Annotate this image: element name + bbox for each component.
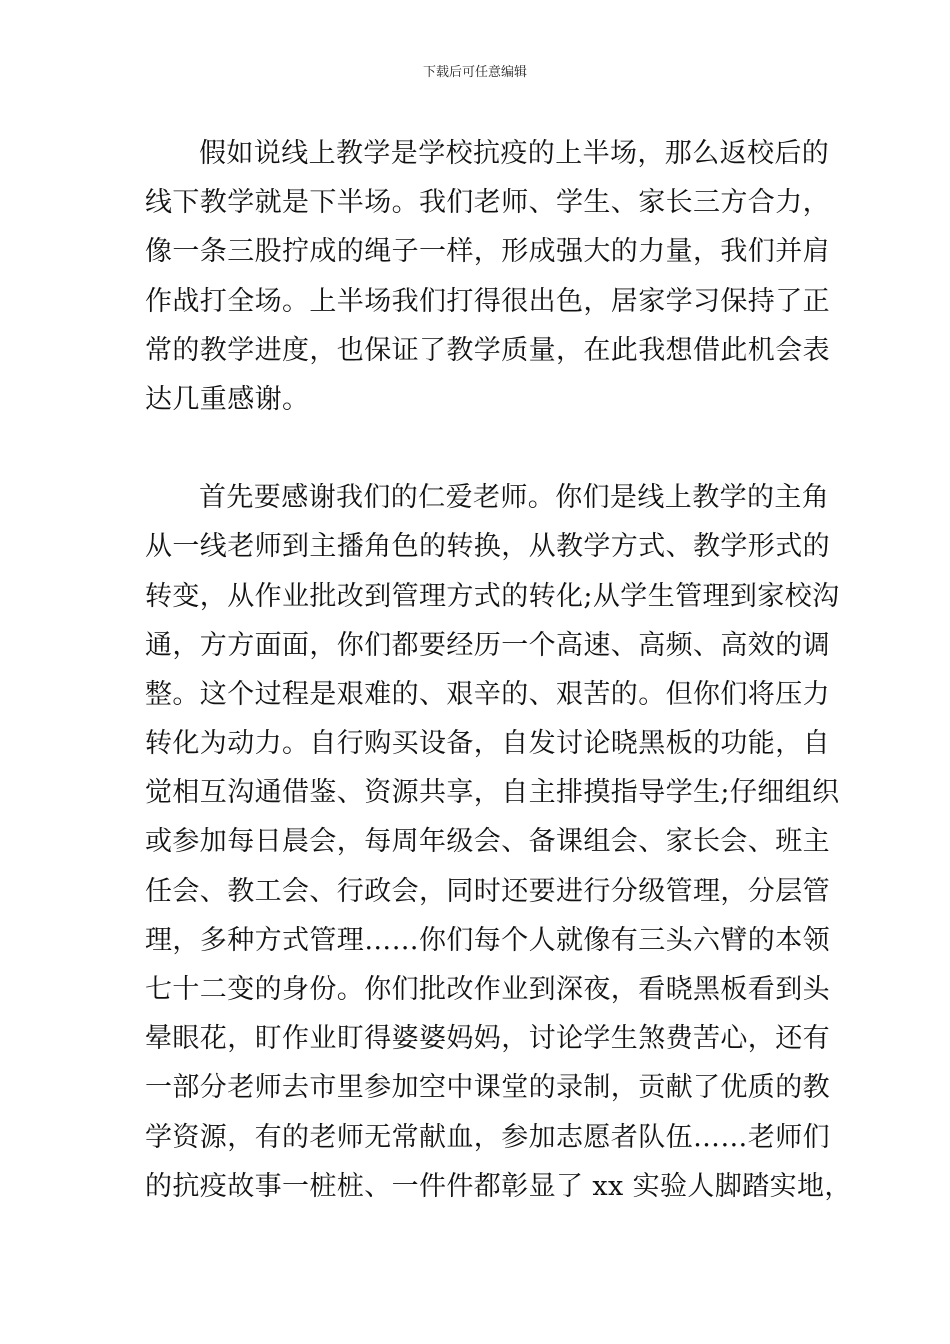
text-line: 通，方方面面，你们都要经历一个高速、高频、高效的调 (145, 629, 830, 661)
text-line: 转化为动力。自行购买设备，自发讨论晓黑板的功能，自 (145, 728, 830, 760)
text-line: 觉相互沟通借鉴、资源共享，自主排摸指导学生;仔细组织 (145, 777, 840, 809)
text-line: 理，多种方式管理……你们每个人就像有三头六臂的本领 (145, 924, 830, 956)
text-line: 作战打全场。上半场我们打得很出色，居家学习保持了正 (145, 285, 830, 317)
text-line: 线下教学就是下半场。我们老师、学生、家长三方合力， (145, 187, 830, 219)
text-line: 一部分老师去市里参加空中课堂的录制，贡献了优质的教 (145, 1072, 830, 1104)
document-body (145, 129, 852, 1211)
text-line: 整。这个过程是艰难的、艰辛的、艰苦的。但你们将压力 (145, 678, 830, 710)
text-line: 转变，从作业批改到管理方式的转化;从学生管理到家校沟 (145, 580, 840, 612)
text-line: 七十二变的身份。你们批改作业到深夜，看晓黑板看到头 (145, 974, 830, 1005)
text-line: 假如说线上教学是学校抗疫的上半场，那么返校后的 (199, 138, 830, 169)
text-line: 像一条三股拧成的绳子一样，形成强大的力量，我们并肩 (145, 236, 830, 268)
text-line: 学资源，有的老师无常献血，参加志愿者队伍……老师们 (145, 1121, 830, 1153)
text-line: 从一线老师到主播角色的转换，从教学方式、教学形式的 (145, 531, 830, 563)
text-line: 或参加每日晨会，每周年级会、备课组会、家长会、班主 (145, 826, 830, 858)
paragraph-spacer (145, 424, 815, 473)
text-line: 常的教学进度，也保证了教学质量，在此我想借此机会表 (145, 334, 830, 366)
text-line: 达几重感谢。 (145, 383, 310, 415)
paragraph-1 (145, 129, 830, 424)
text-line: 晕眼花，盯作业盯得婆婆妈妈，讨论学生煞费苦心，还有 (145, 1023, 830, 1055)
paragraph-2 (145, 473, 852, 1211)
page-header: 下载后可任意编辑 (422, 65, 527, 80)
text-line: 任会、教工会、行政会，同时还要进行分级管理，分层管 (145, 875, 830, 907)
text-line: 的抗疫故事一桩桩、一件件都彰显了 xx 实验人脚踏实地， (145, 1170, 852, 1202)
text-line: 首先要感谢我们的仁爱老师。你们是线上教学的主角 (199, 482, 830, 514)
